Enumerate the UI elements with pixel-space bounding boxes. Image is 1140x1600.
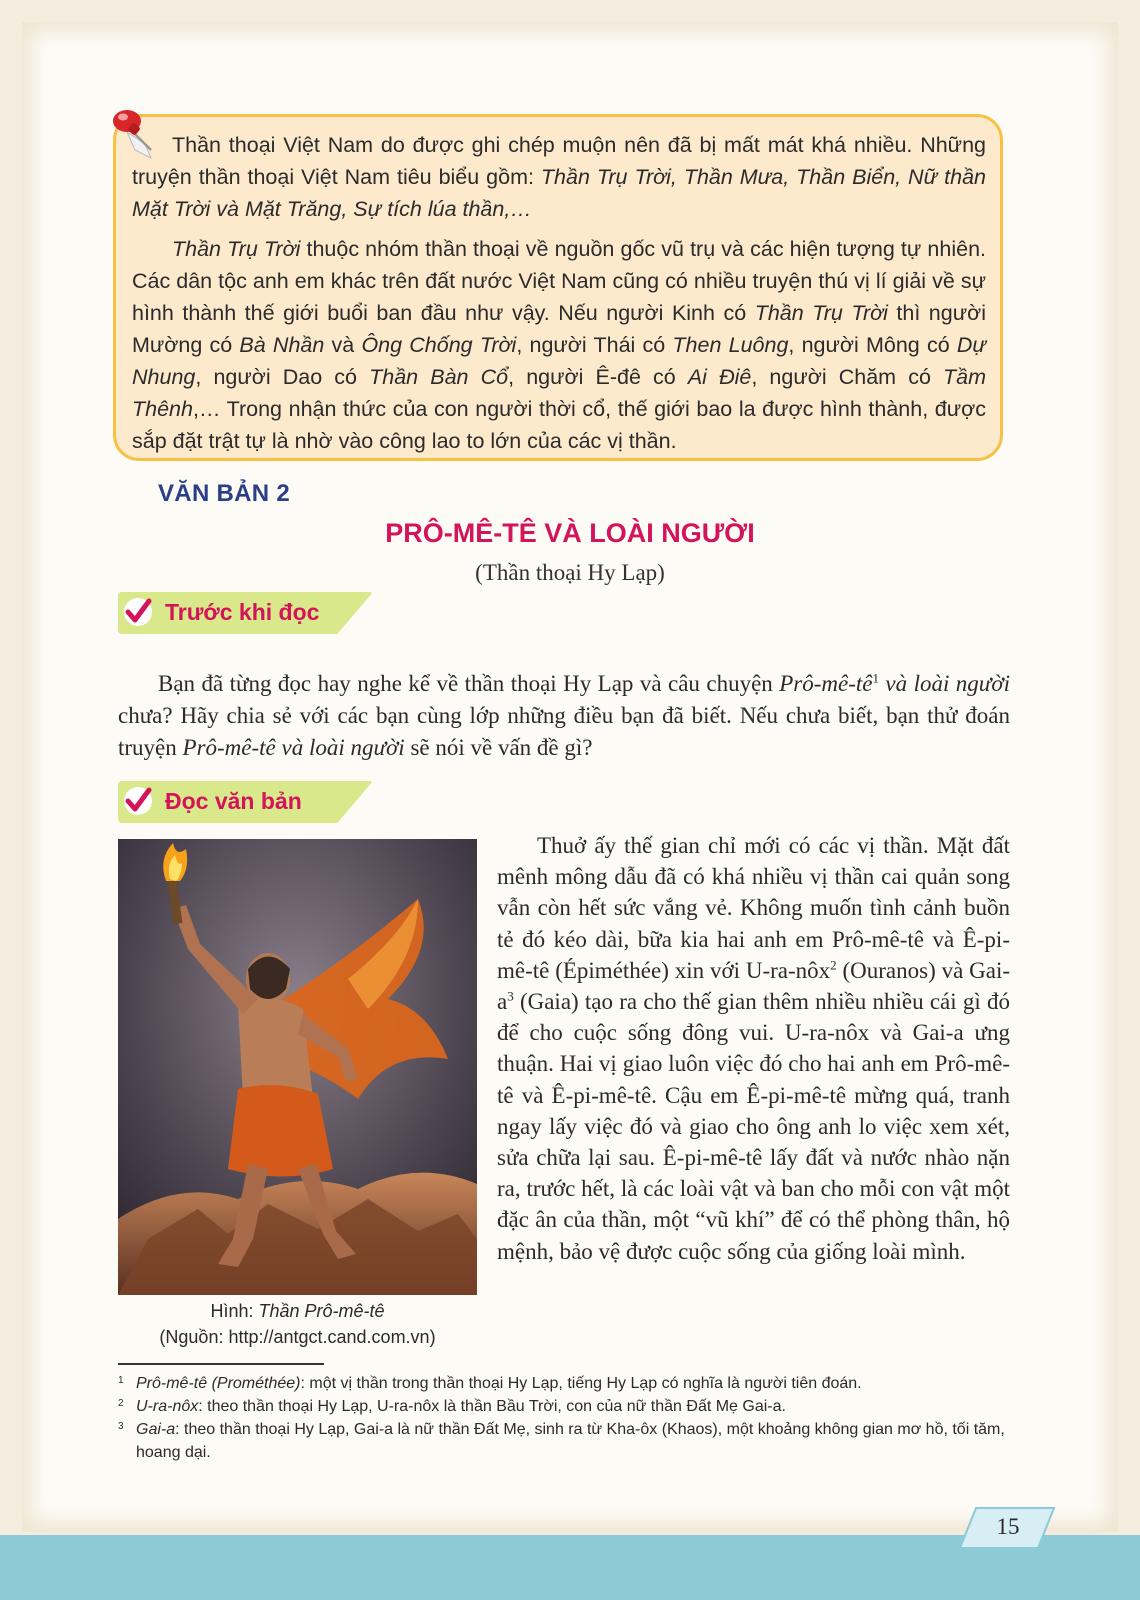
story-text-c: (Gaia) tạo ra cho thế gian thêm nhiều nhiều cái gì đó để cho cuộc sống đông vui. U-ra-nôx và Gai-a ưng thuận. Hai vị giao luôn việc đó cho hai anh em Prô-mê-tê và Ê-pi-mê-tê. Cậu em Ê-pi-mê-tê mừng quá, tranh ngay lấy việc đó và giao cho ông anh lo việc xem xét, sửa chữa lại sau. Ê-pi-mê-tê lấy đất và nước nhào nặn ra, trước hết, là các loài vật và ban cho mỗi con vật một đặc ân của thần, một “vũ khí” để có thể phòng thân, hộ mệnh, bảo vệ được cuộc sống của giống loài mình. [497,989,1010,1264]
intro-title-italic-2: và loài người [878,671,1010,696]
footnote-number: 3 [118,1421,124,1432]
callout-paragraph-2 [132,233,986,457]
story-text-b: (Ouranos) và Gai-a [497,957,1010,1015]
footnote-divider [118,1363,324,1365]
caption-name: Thần Prô-mê-tê [258,1301,385,1321]
footnote-term: U-ra-nôx [136,1398,199,1415]
story-paragraph [497,830,1010,1267]
story-title: PRÔ-MÊ-TÊ VÀ LOÀI NGƯỜI [385,518,755,548]
footnote-ref-2: 2 [830,957,837,973]
footnote-ref-3: 3 [507,988,514,1004]
prometheus-illustration [118,839,477,1295]
callout-paragraph-1 [132,129,986,225]
callout-text-segment: thuộc nhóm thần thoại về nguồn gốc vũ trụ và các hiện tượng tự nhiên. Các dân tộc anh em khác trên đất nước Việt Nam cũng có nhiều truyện thú vị lí giải về sự hình thành thế giới buổi ban đầu như vậy. Nếu người Kinh có [132,237,986,325]
story-body [497,830,1010,1267]
footnote-text: : theo thần thoại Hy Lạp, U-ra-nôx là thần Bầu Trời, con của nữ thần Đất Mẹ Gai-a. [198,1398,786,1415]
callout-text-segment: , người Chăm có [751,365,944,389]
footnote-2 [118,1395,1018,1418]
callout-italic-title: Thần Trụ Trời [172,237,301,261]
story-subtitle: (Thần thoại Hy Lạp) [475,560,665,585]
intro-text-f: sẽ nói về vấn đề gì? [404,735,593,760]
callout-text-segment: , người Dao có [195,365,370,389]
intro-title-italic-3: Prô-mê-tê và loài người [182,735,405,760]
callout-italic-title: Thần Bàn Cổ [369,365,509,389]
intro-callout-box [113,114,1003,461]
footnote-number: 1 [118,1375,124,1386]
callout-text-segment: , người Thái có [516,333,673,357]
callout-text-segment: , người Mông có [788,333,957,357]
callout-text-segment: ,… Trong nhận thức của con người thời cổ, thế giới bao la được hình thành, được sắp đặt trật tự là nhờ vào công lao to lớn của các vị thần. [132,397,986,453]
callout-text-segment: , người Ê-đê có [508,365,688,389]
callout-italic-title: Thần Trụ Trời [754,301,888,325]
callout-italic-title: Bà Nhần [239,333,325,357]
footnote-number: 2 [118,1398,124,1409]
intro-text-a: Bạn đã từng đọc hay nghe kể về thần thoại Hy Lạp và câu chuyện [158,671,780,696]
footnote-ref-1: 1 [872,670,879,686]
callout-italic-title: Ai Điê [687,365,752,389]
page-number: 15 [996,1514,1020,1539]
intro-title-italic: Prô-mê-tê [779,671,873,696]
section-read-text [118,781,373,823]
callout-italic-title: Then Luông [672,333,789,357]
callout-italic-title: Ông Chống Trời [361,333,517,357]
text-label: VĂN BẢN 2 [158,480,291,507]
pushpin-icon [105,104,175,164]
pre-reading-question [118,668,1010,764]
section-before-reading [118,592,373,634]
intro-paragraph [118,668,1010,764]
caption-source: (Nguồn: http://antgct.cand.com.vn) [159,1327,436,1347]
footnote-term: Prô-mê-tê (Prométhée) [136,1375,301,1392]
footnote-text: : theo thần thoại Hy Lạp, Gai-a là nữ thần Đất Mẹ, sinh ra từ Kha-ôx (Khaos), một khoảng không gian mơ hồ, tối tăm, hoang dại. [136,1421,1005,1461]
footnote-3 [118,1418,1018,1464]
callout-text-segment: thì người Mường có [132,301,986,357]
checkmark-icon [122,785,154,817]
story-text-a: Thuở ấy thế gian chỉ mới có các vị thần. Mặt đất mênh mông dẫu đã có khá nhiều vị thần cai quản song vẫn còn hết sức vắng vẻ. Không muốn tình cảnh buồn tẻ đó kéo dài, bữa kia hai anh em Prô-mê-tê và Ê-pi-mê-tê (Épiméthée) xin với U-ra-nôx [497,833,1010,983]
caption-prefix: Hình: [210,1301,259,1321]
footnotes [118,1372,1018,1464]
caption-line-1 [118,1298,477,1324]
footnote-1 [118,1372,1018,1395]
figure-caption [118,1298,477,1350]
checkmark-icon [122,596,154,628]
callout-text-segment: và [324,333,362,357]
footnote-term: Gai-a [136,1421,176,1438]
callout-p1-italic: Thần Trụ Trời, Thần Mưa, Thần Biển, Nữ thần Mặt Trời và Mặt Trăng, Sự tích lúa thần,… [132,165,986,221]
section-before-label: Trước khi đọc [165,599,320,625]
callout-italic-title: Dự Nhung [132,333,986,389]
intro-text-d: chưa? Hãy chia sẻ với các bạn cùng lớp những điều bạn đã biết. Nếu chưa biết, bạn thử đoán truyện [118,703,1010,760]
footnote-text: : một vị thần trong thần thoại Hy Lạp, tiếng Hy Lạp có nghĩa là người tiên đoán. [300,1375,862,1392]
callout-italic-title: Tầm Thênh [132,365,987,421]
section-read-label: Đọc văn bản [165,788,302,814]
callout-p1-text: Thần thoại Việt Nam do được ghi chép muộn nên đã bị mất mát khá nhiều. Những truyện thần thoại Việt Nam tiêu biểu gồm: [132,133,986,189]
